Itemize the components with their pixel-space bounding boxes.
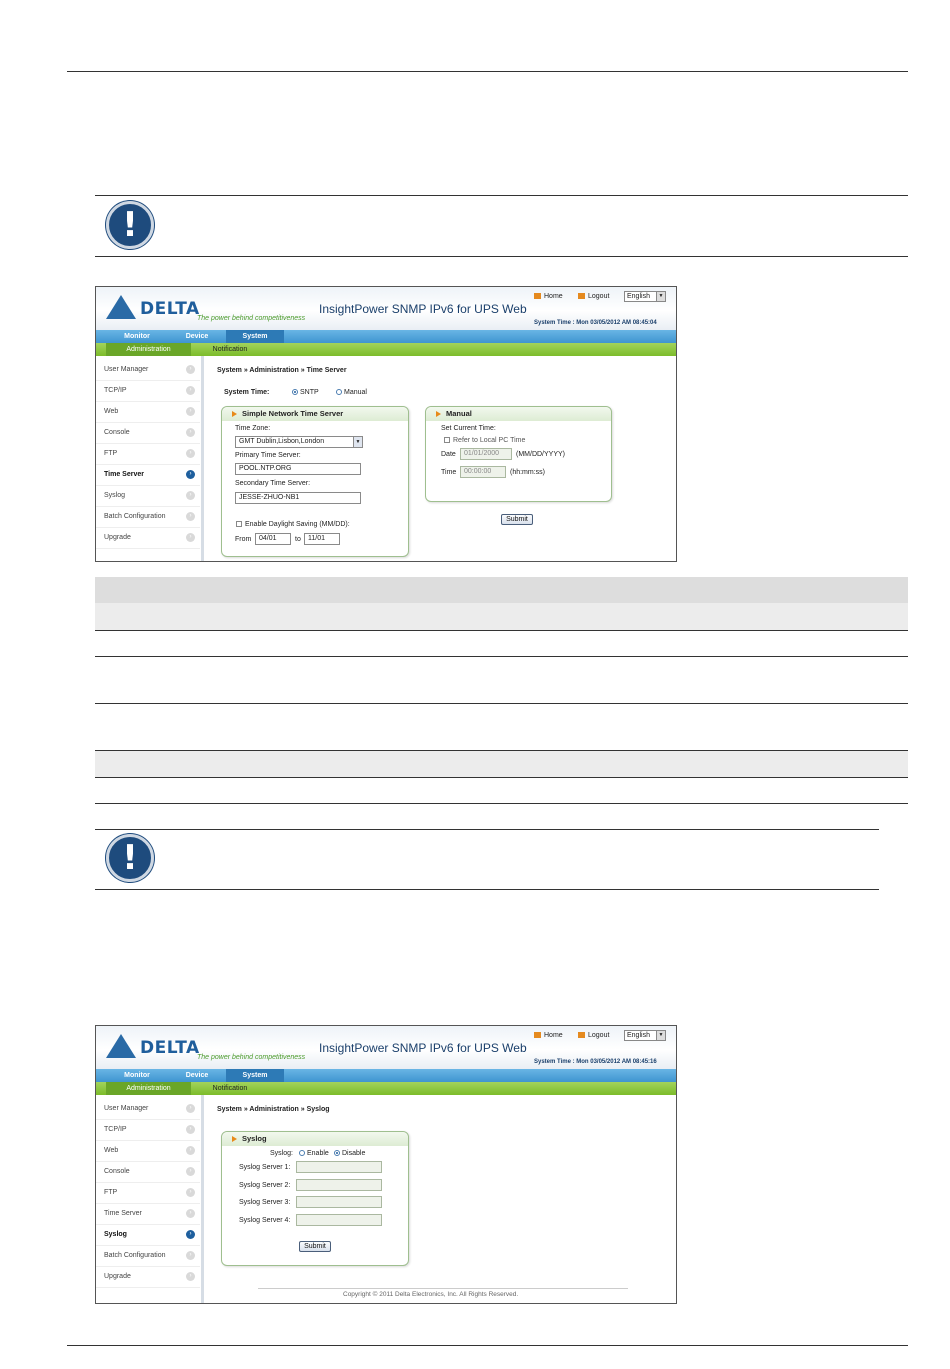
radio-selected-icon — [292, 389, 298, 395]
main-menu — [96, 330, 676, 343]
table-line — [95, 630, 908, 631]
chevron-right-icon: › — [186, 470, 195, 479]
time-input[interactable]: 00:00:00 — [460, 466, 506, 478]
sidebar-item-console[interactable]: Console › — [96, 1162, 200, 1183]
table-subheader-bar — [95, 603, 908, 630]
tab-monitor[interactable]: Monitor — [124, 333, 150, 340]
sidebar — [96, 1095, 204, 1303]
logout-icon — [578, 293, 585, 299]
slogan: The power behind competitiveness — [197, 1054, 306, 1061]
subtab-notification[interactable]: Notification — [212, 346, 248, 353]
tab-monitor[interactable]: Monitor — [124, 1072, 150, 1079]
product-title: InsightPower SNMP IPv6 for UPS Web — [319, 1041, 527, 1055]
subtab-administration[interactable]: Administration — [106, 343, 191, 356]
logo-text: DELTA — [140, 1038, 200, 1058]
syslog-server-2-label: Syslog Server 2: — [239, 1182, 291, 1189]
syslog-server-4-input[interactable] — [296, 1214, 382, 1226]
notice-top-line — [95, 195, 908, 196]
time-server-screenshot — [95, 286, 677, 562]
chevron-right-icon: › — [186, 1146, 195, 1155]
system-time: System Time : Mon 03/05/2012 AM 08:45:04 — [534, 320, 657, 326]
primary-server-label: Primary Time Server: — [235, 452, 301, 459]
syslog-panel — [221, 1131, 409, 1266]
sntp-panel-title: Simple Network Time Server — [222, 407, 408, 421]
sidebar-item-upgrade[interactable]: Upgrade › — [96, 1267, 200, 1288]
chevron-right-icon: › — [186, 1209, 195, 1218]
chevron-right-icon: › — [186, 1104, 195, 1113]
syslog-server-2-input[interactable] — [296, 1179, 382, 1191]
sidebar-item-time-server[interactable]: Time Server › — [96, 1204, 200, 1225]
date-input[interactable]: 01/01/2000 — [460, 448, 512, 460]
chevron-down-icon: ▼ — [353, 437, 362, 447]
sidebar-item-console[interactable]: Console › — [96, 423, 200, 444]
chevron-right-icon: › — [186, 428, 195, 437]
language-select[interactable]: English ▼ — [624, 291, 666, 302]
chevron-right-icon: › — [186, 1167, 195, 1176]
chevron-right-icon: › — [186, 512, 195, 521]
sidebar-item-ftp[interactable]: FTP › — [96, 444, 200, 465]
sub-menu — [96, 1082, 676, 1095]
tab-device[interactable]: Device — [185, 1072, 209, 1079]
main-menu — [96, 1069, 676, 1082]
checkbox-icon — [236, 521, 242, 527]
tab-system[interactable]: System — [226, 330, 284, 343]
syslog-panel-title: Syslog — [222, 1132, 408, 1146]
daylight-saving-checkbox[interactable]: Enable Daylight Saving (MM/DD): — [236, 521, 350, 528]
chevron-right-icon: › — [186, 407, 195, 416]
home-link[interactable]: Home — [534, 1032, 563, 1039]
radio-selected-icon — [334, 1150, 340, 1156]
enable-radio[interactable]: Enable — [299, 1150, 329, 1157]
syslog-server-1-input[interactable] — [296, 1161, 382, 1173]
home-link[interactable]: Home — [534, 293, 563, 300]
table-line — [95, 656, 908, 657]
logout-icon — [578, 1032, 585, 1038]
sidebar-item-tcpip[interactable]: TCP/IP › — [96, 1120, 200, 1141]
system-time-label: System Time: — [224, 389, 270, 396]
syslog-server-3-input[interactable] — [296, 1196, 382, 1208]
breadcrumb: System » Administration » Syslog — [217, 1106, 330, 1113]
chevron-down-icon: ▼ — [656, 1031, 665, 1040]
web-header — [96, 1026, 676, 1069]
syslog-label: Syslog: — [270, 1150, 293, 1157]
from-label: From — [235, 536, 252, 543]
sidebar-item-syslog[interactable]: Syslog › — [96, 486, 200, 507]
tab-system[interactable]: System — [226, 1069, 284, 1082]
sidebar-item-user-manager[interactable]: User Manager › — [96, 1099, 200, 1120]
time-format: (hh:mm:ss) — [510, 469, 545, 476]
logout-link[interactable]: Logout — [578, 1032, 609, 1039]
delta-logo-icon — [106, 1034, 136, 1058]
breadcrumb: System » Administration » Time Server — [217, 367, 347, 374]
checkbox-icon — [444, 437, 450, 443]
submit-button[interactable]: Submit — [299, 1241, 331, 1252]
logo-text: DELTA — [140, 299, 200, 319]
home-icon — [534, 293, 541, 299]
syslog-server-1-label: Syslog Server 1: — [239, 1164, 291, 1171]
manual-radio[interactable]: Manual — [336, 389, 367, 396]
to-label: to — [295, 536, 301, 543]
sidebar-item-syslog[interactable]: Syslog › — [96, 1225, 200, 1246]
subtab-notification[interactable]: Notification — [212, 1085, 248, 1092]
web-header — [96, 287, 676, 330]
time-label: Time — [441, 469, 457, 476]
secondary-server-input[interactable]: JESSE-ZHUO-NB1 — [235, 492, 361, 504]
sidebar-item-batch-configuration[interactable]: Batch Configuration › — [96, 507, 200, 528]
bottom-rule — [67, 1345, 908, 1346]
dst-to-input[interactable]: 11/01 — [304, 533, 340, 545]
sidebar-item-tcpip[interactable]: TCP/IP › — [96, 381, 200, 402]
slogan: The power behind competitiveness — [197, 315, 306, 322]
syslog-screenshot — [95, 1025, 677, 1304]
home-icon — [534, 1032, 541, 1038]
system-time: System Time : Mon 03/05/2012 AM 08:45:16 — [534, 1059, 657, 1065]
language-select[interactable]: English ▼ — [624, 1030, 666, 1041]
chevron-right-icon: › — [186, 1230, 195, 1239]
chevron-right-icon: › — [186, 533, 195, 542]
manual-panel — [425, 406, 612, 502]
date-label: Date — [441, 451, 456, 458]
submit-button[interactable]: Submit — [501, 514, 533, 525]
date-format: (MM/DD/YYYY) — [516, 451, 565, 458]
sidebar-item-batch-configuration[interactable]: Batch Configuration › — [96, 1246, 200, 1267]
sidebar-item-ftp[interactable]: FTP › — [96, 1183, 200, 1204]
syslog-server-4-label: Syslog Server 4: — [239, 1217, 291, 1224]
chevron-right-icon: › — [186, 1272, 195, 1281]
time-zone-select[interactable]: GMT Dublin,Lisbon,London ▼ — [235, 436, 363, 448]
top-rule — [67, 71, 908, 72]
notice-bottom-line — [95, 889, 879, 890]
notice-bottom-line — [95, 256, 908, 257]
table-line — [95, 777, 908, 778]
dst-from-input[interactable]: 04/01 — [255, 533, 291, 545]
product-title: InsightPower SNMP IPv6 for UPS Web — [319, 302, 527, 316]
sidebar-item-web[interactable]: Web › — [96, 402, 200, 423]
time-zone-label: Time Zone: — [235, 425, 271, 432]
exclamation-icon: ! — [106, 834, 154, 882]
notice-top-line — [95, 829, 879, 830]
radio-icon — [336, 389, 342, 395]
tab-device[interactable]: Device — [185, 333, 209, 340]
chevron-right-icon: › — [186, 1125, 195, 1134]
exclamation-icon: ! — [106, 201, 154, 249]
sntp-panel — [221, 406, 409, 557]
sidebar-item-upgrade[interactable]: Upgrade › — [96, 528, 200, 549]
manual-panel-title: Manual — [426, 407, 611, 421]
chevron-down-icon: ▼ — [656, 292, 665, 301]
sidebar-item-web[interactable]: Web › — [96, 1141, 200, 1162]
table-subheader-bar — [95, 751, 908, 777]
table-header-bar — [95, 577, 908, 603]
chevron-right-icon: › — [186, 1188, 195, 1197]
logout-link[interactable]: Logout — [578, 293, 609, 300]
subtab-administration[interactable]: Administration — [106, 1082, 191, 1095]
set-current-time-label: Set Current Time: — [441, 425, 496, 432]
table-line — [95, 803, 908, 804]
secondary-server-label: Secondary Time Server: — [235, 480, 311, 487]
chevron-right-icon: › — [186, 365, 195, 374]
sub-menu — [96, 343, 676, 356]
table-line — [95, 703, 908, 704]
delta-logo-icon — [106, 295, 136, 319]
sidebar-item-time-server[interactable]: Time Server › — [96, 465, 200, 486]
disable-radio[interactable]: Disable — [334, 1150, 365, 1157]
primary-server-input[interactable]: POOL.NTP.ORG — [235, 463, 361, 475]
sntp-radio[interactable]: SNTP — [292, 389, 319, 396]
chevron-right-icon: › — [186, 449, 195, 458]
syslog-server-3-label: Syslog Server 3: — [239, 1199, 291, 1206]
sidebar-item-user-manager[interactable]: User Manager › — [96, 360, 200, 381]
refer-pc-time-checkbox[interactable]: Refer to Local PC Time — [444, 437, 525, 444]
chevron-right-icon: › — [186, 491, 195, 500]
copyright: Copyright © 2011 Delta Electronics, Inc. All Rights Reserved. — [343, 1291, 519, 1298]
footer-divider — [258, 1288, 628, 1289]
sidebar — [96, 356, 204, 561]
radio-icon — [299, 1150, 305, 1156]
chevron-right-icon: › — [186, 386, 195, 395]
chevron-right-icon: › — [186, 1251, 195, 1260]
